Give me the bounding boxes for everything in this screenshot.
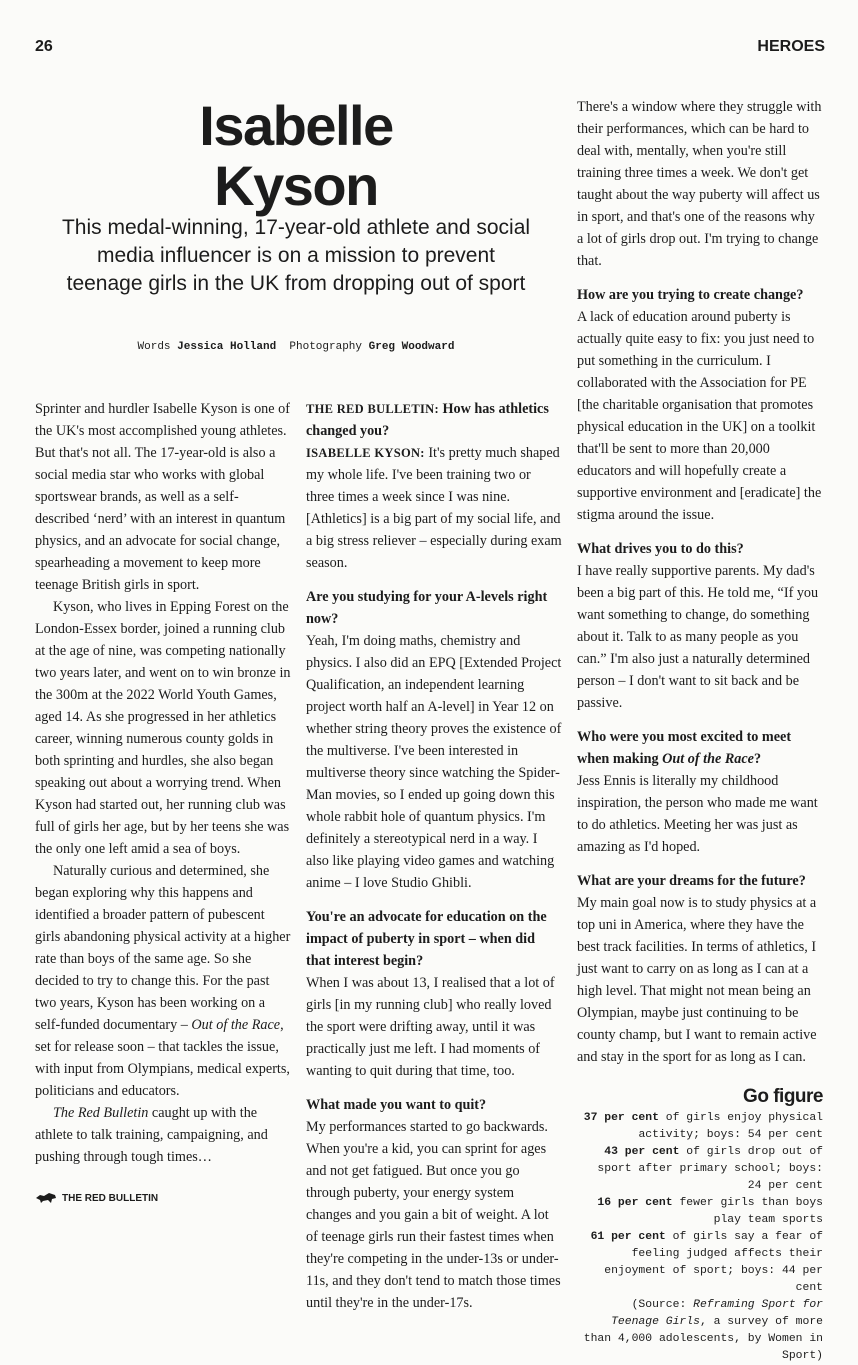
section-label: HEROES — [757, 38, 825, 55]
answer — [306, 442, 562, 574]
words-label: Words — [137, 341, 171, 353]
bull-icon — [35, 1192, 57, 1204]
answer-text: It's pretty much shaped my whole life. I've been training two or three times a week since I was nine. [Athletics] is a big part of my social life, and a big stress reliever – especially during exam season. — [306, 445, 562, 571]
answer: Yeah, I'm doing maths, chemistry and physics. I also did an EPQ [Extended Project Qualification, an independent learning project worth half an A-level] in Year 12 on whether string theory proves the existence of the multiverse. I've been interested in multiverse theory since watching the Spider-Man movies, so I ended up going down this whole rabbit hole of quantum physics. I'm definitely a stereotypical nerd in a way. I also like playing video games and watching anime – I love Studio Ghibli. — [306, 633, 562, 891]
statistic — [577, 1110, 823, 1144]
stat-value: 61 per cent — [590, 1231, 666, 1243]
film-title: Out of the Race — [662, 751, 754, 767]
statistic — [577, 1229, 823, 1297]
intro-paragraph — [35, 1102, 291, 1168]
intro-paragraph — [35, 860, 291, 1102]
answer: When I was about 13, I realised that a lot of girls [in my running club] who really loved the sport were drifting away, until it was practically just me left. I had moments of wanting to quit during that time, too. — [306, 975, 555, 1079]
text: Naturally curious and determined, she began exploring why this happens and identified a broader pattern of pubescent girls abandoning physical activity at a higher rate than boys of the same age. So she decided to try to change this. For the past two years, Kyson has been working on a self-funded documentary – — [35, 863, 291, 1033]
go-figure-title: Go figure — [743, 1086, 823, 1107]
magazine-name: The Red Bulletin — [53, 1105, 149, 1121]
intro-paragraph: Sprinter and hurdler Isabelle Kyson is one of the UK's most accomplished young athletes. But that's not all. The 17-year-old is also a social media star who works with global sportswear brands, as well as a self-described ‘nerd’ with an interest in quantum physics, and an advocate for social change, spearheading a movement to keep more teenage British girls in sport. — [35, 401, 290, 593]
question: What are your dreams for the future? — [577, 873, 806, 889]
statistic — [577, 1195, 823, 1229]
question: What drives you to do this? — [577, 541, 744, 557]
answer: My main goal now is to study physics at a top uni in America, where they have the best track facilities. In terms of athletics, I just want to carry on as long as I can at a high level. That might not mean being an Olympian, maybe just continuing to be county champ, but I want to remain active and stay in the sport for as long as I can. — [577, 895, 817, 1065]
stat-value: 37 per cent — [583, 1112, 659, 1124]
interviewee-label: ISABELLE KYSON: — [306, 446, 425, 460]
survey-title: Reframing Sport for Teenage Girls — [611, 1299, 823, 1328]
article-standfirst: This medal-winning, 17-year-old athlete and social media influencer is on a mission to prevent teenage girls in the UK from dropping out of sport — [61, 216, 531, 295]
text: , a survey of more than 4,000 adolescents, by Women in Sport) — [583, 1316, 823, 1362]
answer: There's a window where they struggle with their performances, which can be hard to deal with, mentally, when you're still training three times a week. We don't get taught about the way puberty will affect us in sport, and that's one of the reasons why a lot of girls drop out. I'm trying to change that. — [577, 99, 822, 269]
interviewer-label: THE RED BULLETIN: — [306, 402, 439, 416]
stat-value: 16 per cent — [597, 1197, 673, 1209]
text: , set for release soon – that tackles the issue, with input from Olympians, medical experts, politicians and educators. — [35, 1017, 290, 1099]
column-3 — [577, 96, 823, 1365]
photographer-name: Greg Woodward — [368, 341, 455, 353]
answer: Jess Ennis is literally my childhood inspiration, the person who made me want to do athletics. Meeting her was just as amazing as I'd hoped. — [577, 773, 818, 855]
question — [577, 726, 823, 770]
byline — [60, 341, 532, 353]
text: (Source: — [631, 1299, 694, 1311]
question: What made you want to quit? — [306, 1097, 487, 1113]
stat-text: of girls say a fear of feeling judged affects their enjoyment of sport; boys: 44 per cent — [604, 1231, 823, 1294]
page-number: 26 — [35, 38, 53, 55]
footer-logo — [35, 1192, 158, 1204]
question-text: ? — [753, 751, 762, 767]
question-text: Who were you most excited to meet when making — [577, 729, 792, 767]
photo-label: Photography — [289, 341, 363, 353]
film-title: Out of the Race — [191, 1017, 281, 1033]
question: You're an advocate for education on the impact of puberty in sport – when did that interest begin? — [306, 909, 547, 969]
stat-text: fewer girls than boys play team sports — [672, 1197, 823, 1226]
question: How are you trying to create change? — [577, 287, 804, 303]
question-text: How has athletics changed you? — [306, 401, 549, 439]
stat-text: of girls drop out of sport after primary school; boys: 24 per cent — [597, 1146, 823, 1192]
answer: I have really supportive parents. My dad's been a big part of this. He told me, “If you want something to change, do something about it. Talk to as many people as you can.” I'm also just a naturally determined person – I don't want to sit back and be passive. — [577, 563, 819, 711]
logo-text: THE RED BULLETIN — [62, 1192, 159, 1204]
statistic — [577, 1144, 823, 1195]
stat-text: of girls enjoy physical activity; boys: 54 per cent — [638, 1112, 823, 1141]
text: caught up with the athlete to talk training, campaigning, and pushing through tough times… — [35, 1105, 268, 1165]
answer: A lack of education around puberty is actually quite easy to fix: you just need to put something in the curriculum. I collaborated with the Association for PE [the charitable organisation that promotes physical education in the UK] on a toolkit that'll be sent to more than 20,000 educators and will hopefully create a supportive environment and [eradicate] the stigma around the issue. — [577, 309, 822, 523]
stat-value: 43 per cent — [604, 1146, 680, 1158]
intro-paragraph: Kyson, who lives in Epping Forest on the London-Essex border, joined a running club at the age of nine, was competing nationally two years later, and went on to win bronze in the 300m at the 2022 World Youth Games, aged 14. As she progressed in her athletics career, winning numerous county golds in both sprinting and hurdles, she also began speaking out about a worrying trend. When Kyson had started out, her running club was full of girls her age, but by her teens she was the only one left amid a sea of boys. — [35, 599, 291, 857]
answer: My performances started to go backwards. When you're a kid, you can sprint for ages and not get fatigued. But once you go through puberty, your energy system changes and you gain a bit of weight. A lot of teenage girls run their fastest times when they're competing in the under-13s or under-11s, and they don't tend to match those times until they're in the under-17s. — [306, 1119, 561, 1311]
question — [306, 398, 562, 442]
go-figure-box — [577, 1086, 823, 1365]
column-2 — [306, 398, 562, 1314]
column-1 — [35, 398, 291, 1168]
question: Are you studying for your A-levels right now? — [306, 589, 548, 627]
writer-name: Jessica Holland — [177, 341, 277, 353]
source-note — [577, 1297, 823, 1365]
article-title: Isabelle Kyson — [199, 94, 393, 217]
